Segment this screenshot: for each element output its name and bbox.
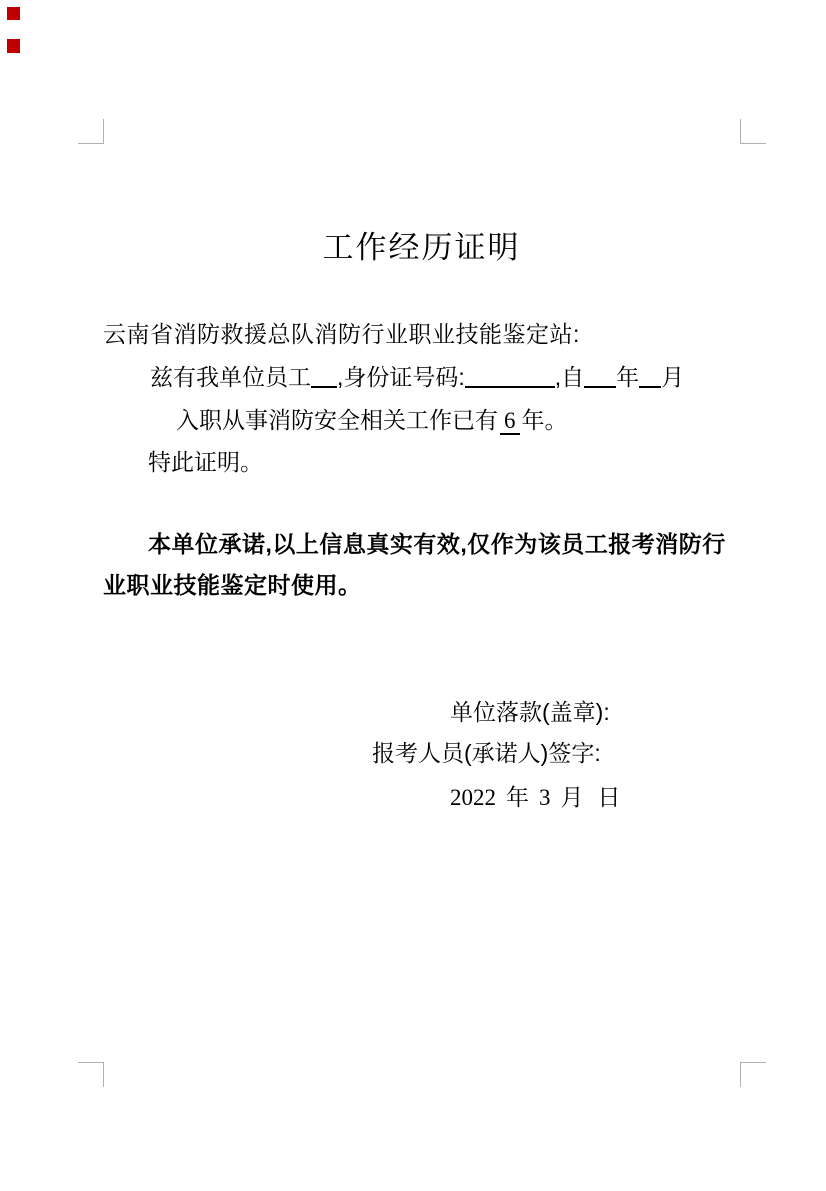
text-from-label: ,自 [554,364,585,390]
date-month-value: 3 [539,785,551,810]
date-line [450,783,621,813]
crop-mark-bottom-right [740,1062,766,1087]
blank-employee-name [311,386,337,388]
blank-id-number [465,386,555,388]
text-year-unit: 年 [616,364,640,390]
signature-applicant-line: 报考人员(承诺人)签字: [372,740,601,766]
text-month-unit: 月 [661,364,685,390]
blank-year [584,386,616,388]
pledge-line-1: 本单位承诺,以上信息真实有效,仅作为该员工报考消防行 [148,531,726,557]
text-years-prefix: 入职从事消防安全相关工作已有 [176,407,498,433]
years-value: 6 [500,408,520,435]
pledge-line-2: 业职业技能鉴定时使用。 [103,572,362,598]
crop-mark-bottom-left [78,1062,104,1087]
text-id-label: ,身份证号码: [337,364,465,390]
body-line-hereby: 特此证明。 [148,449,263,475]
text-years-suffix: 年。 [521,407,568,433]
crop-mark-top-right [740,119,766,144]
date-month-unit: 月 [560,784,584,810]
body-line-years [176,406,568,436]
crop-mark-top-left [78,119,104,144]
page-title: 工作经历证明 [322,230,521,265]
date-year-unit: 年 [506,784,529,810]
signature-unit-line: 单位落款(盖章): [450,699,610,725]
red-edge-marker-icon [7,7,20,20]
date-year-value: 2022 [450,785,496,810]
date-day-unit: 日 [597,784,621,810]
text-employee-prefix: 兹有我单位员工 [150,364,311,390]
salutation-line: 云南省消防救援总队消防行业职业技能鉴定站: [103,321,580,347]
blank-month [639,386,661,388]
body-line-employee [150,363,684,392]
red-edge-marker-icon [7,39,20,53]
